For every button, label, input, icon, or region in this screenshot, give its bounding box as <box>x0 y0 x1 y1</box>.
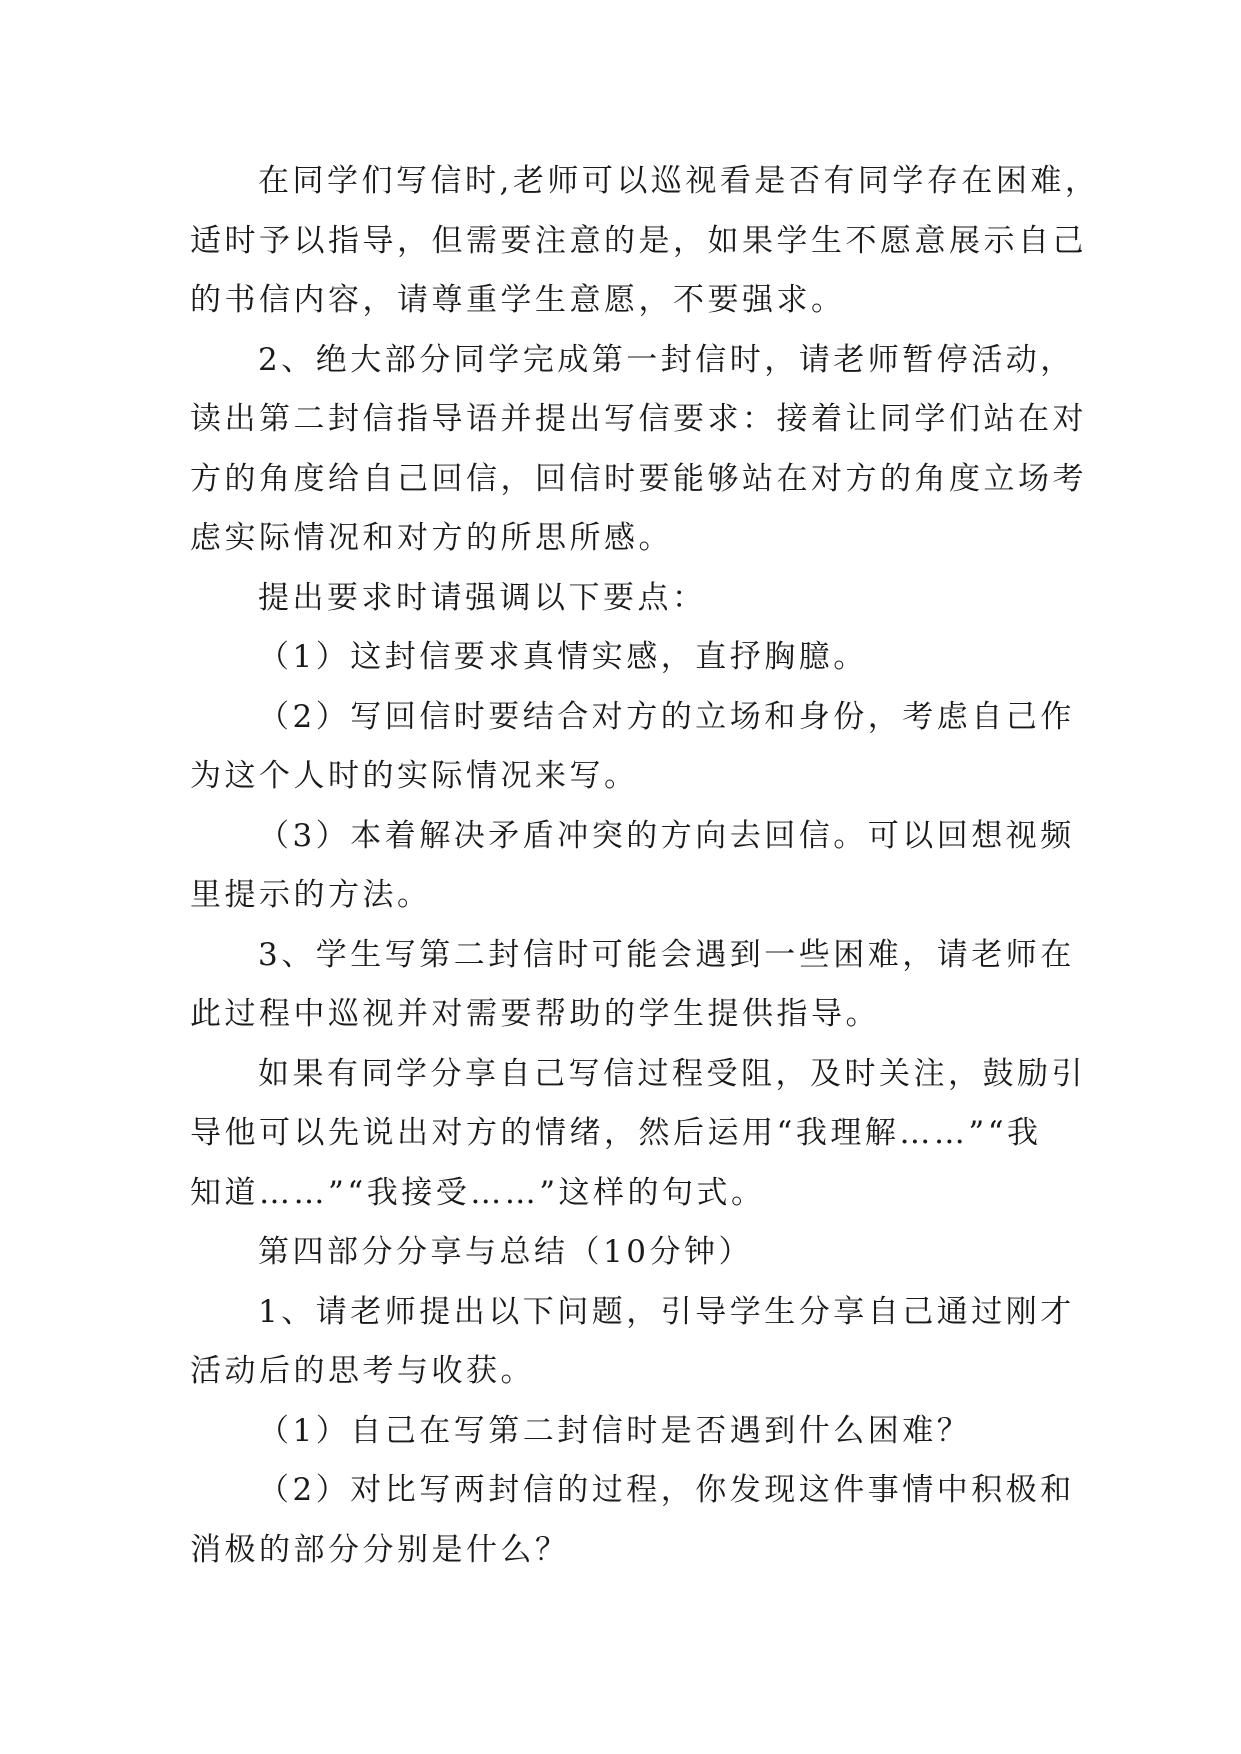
text-line: 此过程中巡视并对需要帮助的学生提供指导。 <box>190 996 880 1032</box>
text-line: 虑实际情况和对方的所思所感。 <box>190 520 673 556</box>
section-heading: 第四部分分享与总结（10分钟） <box>258 1234 753 1270</box>
text-line: （1）这封信要求真情实感，直抒胸臆。 <box>258 639 868 675</box>
text-line: 3、学生写第二封信时可能会遇到一些困难，请老师在 <box>258 936 1075 973</box>
text-line: 导他可以先说出对方的情绪，然后运用“我理解……”“我 <box>190 1115 1042 1151</box>
text-line: （3）本着解决矛盾冲突的方向去回信。可以回想视频 <box>258 817 1075 854</box>
document-body <box>190 152 1100 1580</box>
text-line: 读出第二封信指导语并提出写信要求：接着让同学们站在对 <box>190 401 1087 437</box>
text-line: 提出要求时请强调以下要点： <box>258 579 707 616</box>
text-line: 在同学们写信时,老师可以巡视看是否有同学存在困难， <box>258 163 1100 199</box>
text-line: 方的角度给自己回信，回信时要能够站在对方的角度立场考 <box>190 460 1087 497</box>
text-line: 如果有同学分享自己写信过程受阻，及时关注，鼓励引 <box>258 1055 1086 1092</box>
text-line: （2）写回信时要结合对方的立场和身份，考虑自己作 <box>258 698 1075 735</box>
text-line: （1）自己在写第二封信时是否遇到什么困难？ <box>258 1412 972 1449</box>
text-line: 2、绝大部分同学完成第一封信时，请老师暂停活动， <box>258 341 1075 378</box>
text-line: 适时予以指导，但需要注意的是，如果学生不愿意展示自己 <box>190 222 1087 259</box>
text-line: 为这个人时的实际情况来写。 <box>190 758 639 794</box>
text-line: 1、请老师提出以下问题，引导学生分享自己通过刚才 <box>258 1293 1075 1330</box>
text-line: 活动后的思考与收获。 <box>190 1353 535 1389</box>
text-line: 知道……”“我接受……”这样的句式。 <box>190 1174 766 1211</box>
text-line: （2）对比写两封信的过程，你发现这件事情中积极和 <box>258 1472 1075 1508</box>
text-line: 消极的部分分别是什么？ <box>190 1531 570 1568</box>
text-line: 的书信内容，请尊重学生意愿，不要强求。 <box>190 282 846 318</box>
text-line: 里提示的方法。 <box>190 877 432 913</box>
